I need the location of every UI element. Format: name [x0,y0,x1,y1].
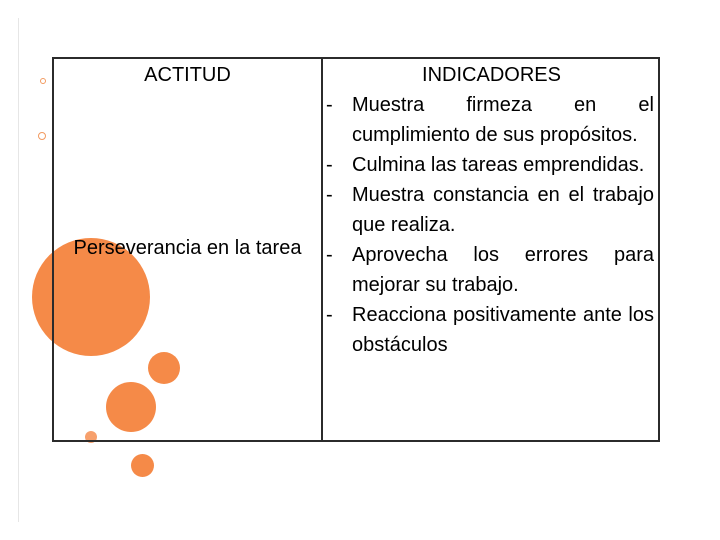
header-indicators: INDICADORES [422,64,561,86]
indicator-item [326,240,654,300]
decorative-ring-mid [38,132,46,140]
indicator-item [326,300,654,360]
bullet-dash: - [326,94,333,116]
indicator-text: Muestra firmeza en el cumplimiento de sus propósitos. [352,94,654,146]
indicator-item [326,180,654,240]
indicator-text: Culmina las tareas emprendidas. [352,154,645,176]
attitude-cell: Perseverancia en la tarea [73,237,302,259]
decorative-ring-top [40,78,46,84]
indicators-list [326,90,654,360]
indicator-text: Aprovecha los errores para mejorar su trabajo. [352,244,654,296]
attitude-indicators-table [52,57,660,442]
column-divider [321,59,323,440]
bullet-dash: - [326,244,333,266]
header-attitude: ACTITUD [144,64,231,86]
bullet-dash: - [326,154,333,176]
bullet-dash: - [326,184,333,206]
indicator-text: Muestra constancia en el trabajo que realiza. [352,184,654,236]
indicator-item [326,90,654,150]
decorative-circle-bottom [131,454,154,477]
slide-frame-line [18,18,19,522]
indicator-text: Reacciona positivamente ante los obstáculos [352,304,654,356]
bullet-dash: - [326,304,333,326]
indicator-item [326,150,654,180]
